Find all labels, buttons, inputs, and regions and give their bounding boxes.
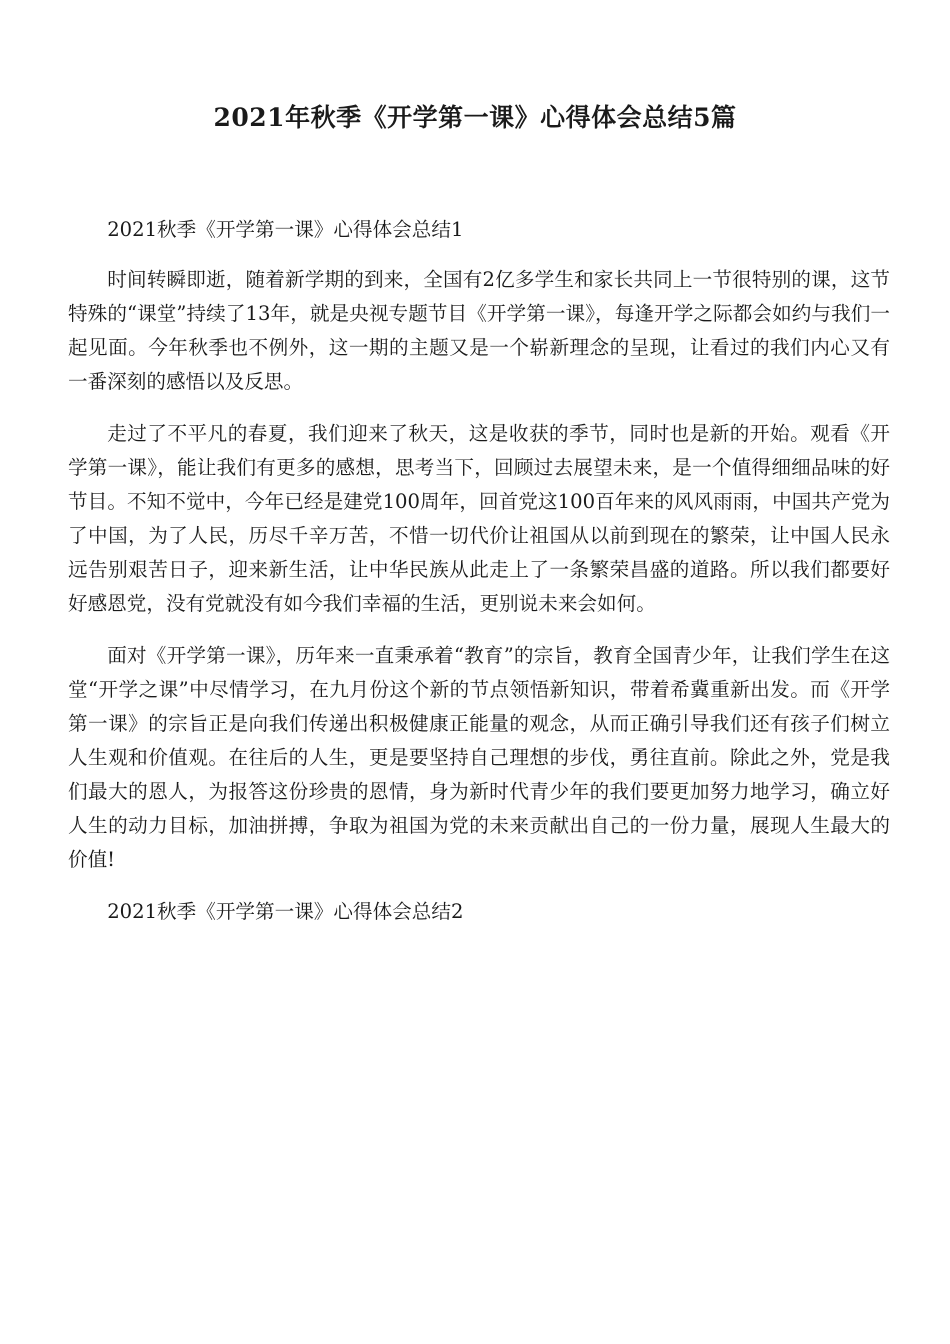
paragraph-3: 面对《开学第一课》，历年来一直秉承着“教育”的宗旨，教育全国青少年，让我们学生在这堂“开学之课”中尽情学习，在九月份这个新的节点领悟新知识，带着希冀重新出发。而《开学第一课》的宗旨正是向我们传递出积极健康正能量的观念，从而正确引导我们还有孩子们树立人生观和价值观。在往后的人生，更是要坚持自己理想的步伐，勇往直前。除此之外，党是我们最大的恩人，为报答这份珍贵的恩情，身为新时代青少年的我们要更加努力地学习，确立好人生的动力目标，加油拼搏，争取为祖国为党的未来贡献出自己的一份力量，展现人生最大的价值! <box>68 644 890 871</box>
section-heading-1: 2021秋季《开学第一课》心得体会总结1 <box>107 218 464 241</box>
section-heading-2: 2021秋季《开学第一课》心得体会总结2 <box>107 900 464 923</box>
document-title: 2021年秋季《开学第一课》心得体会总结5篇 <box>213 103 737 132</box>
paragraph-1: 时间转瞬即逝，随着新学期的到来，全国有2亿多学生和家长共同上一节很特别的课，这节特殊的“课堂”持续了13年，就是央视专题节目《开学第一课》，每逢开学之际都会如约与我们一起见面。今年秋季也不例外，这一期的主题又是一个崭新理念的呈现，让看过的我们内心又有一番深刻的感悟以及反思。 <box>68 268 890 393</box>
paragraph-2: 走过了不平凡的春夏，我们迎来了秋天，这是收获的季节，同时也是新的开始。观看《开学第一课》，能让我们有更多的感想，思考当下，回顾过去展望未来，是一个值得细细品味的好节目。不知不觉中，今年已经是建党100周年，回首党这100百年来的风风雨雨，中国共产党为了中国，为了人民，历尽千辛万苦，不惜一切代价让祖国从以前到现在的繁荣，让中国人民永远告别艰苦日子，迎来新生活，让中华民族从此走上了一条繁荣昌盛的道路。所以我们都要好好感恩党，没有党就没有如今我们幸福的生活，更别说未来会如何。 <box>68 422 890 615</box>
document-body <box>68 213 890 945</box>
